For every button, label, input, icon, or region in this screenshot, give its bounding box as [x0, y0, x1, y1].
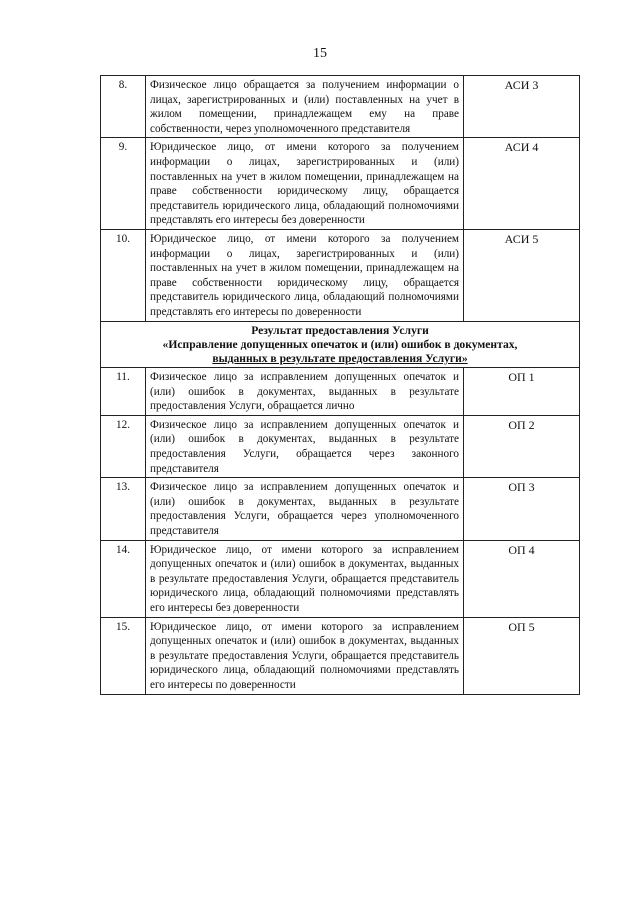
row-description: Юридическое лицо, от имени которого за получением информации о лицах, зарегистрированных и (или) поставленных на учет в жилом помещении, принадлежащем на праве собственности юридическому лицу, обращается представитель юридического лица, обладающий полномочиями представлять его интересы по доверенности — [146, 229, 464, 321]
row-description: Юридическое лицо, от имени которого за получением информации о лицах, зарегистрированных и (или) поставленных на учет в жилом помещении, принадлежащем на праве собственности юридическому лицу, обращается представитель юридического лица, обладающий полномочиями представлять его интересы без доверенности — [146, 138, 464, 230]
row-number: 11. — [101, 368, 146, 416]
row-code: ОП 1 — [464, 368, 580, 416]
table-row — [101, 617, 580, 694]
row-number: 14. — [101, 540, 146, 617]
section-header-row — [101, 321, 580, 368]
row-code: ОП 5 — [464, 617, 580, 694]
section-title: Результат предоставления Услуги — [251, 323, 429, 337]
table-row — [101, 540, 580, 617]
row-description: Юридическое лицо, от имени которого за исправлением допущенных опечаток и (или) ошибок в документах, выданных в результате предоставления Услуги, обращается представитель юридического лица, обладающий полномочиями представлять его интересы без доверенности — [146, 540, 464, 617]
section-header — [101, 321, 580, 368]
page-number: 15 — [313, 46, 327, 61]
row-number: 8. — [101, 76, 146, 138]
row-number: 15. — [101, 617, 146, 694]
table-row — [101, 76, 580, 138]
row-description: Физическое лицо за исправлением допущенных опечаток и (или) ошибок в документах, выданных в результате предоставления Услуги, обращается через уполномоченного представителя — [146, 478, 464, 540]
row-number: 9. — [101, 138, 146, 230]
row-code: ОП 4 — [464, 540, 580, 617]
row-description: Физическое лицо за исправлением допущенных опечаток и (или) ошибок в документах, выданных в результате предоставления Услуги, обращается через законного представителя — [146, 415, 464, 477]
row-code: ОП 3 — [464, 478, 580, 540]
section-subtitle-line-1: «Исправление допущенных опечаток и (или) ошибок в документах, — [162, 337, 518, 351]
row-code: АСИ 5 — [464, 229, 580, 321]
table-row — [101, 229, 580, 321]
row-description: Физическое лицо обращается за получением информации о лицах, зарегистрированных и (или) поставленных на учет в жилом помещении, принадлежащем ему на праве собственности, через уполномоченного представителя — [146, 76, 464, 138]
row-code: АСИ 3 — [464, 76, 580, 138]
table-row — [101, 478, 580, 540]
row-number: 12. — [101, 415, 146, 477]
row-code: ОП 2 — [464, 415, 580, 477]
table-row — [101, 415, 580, 477]
row-number: 10. — [101, 229, 146, 321]
section-subtitle-line-2: выданных в результате предоставления Услуги» — [212, 351, 468, 365]
table-row — [101, 368, 580, 416]
row-number: 13. — [101, 478, 146, 540]
applicant-variants-table — [100, 75, 580, 695]
row-code: АСИ 4 — [464, 138, 580, 230]
row-description: Физическое лицо за исправлением допущенных опечаток и (или) ошибок в документах, выданных в результате предоставления Услуги, обращается лично — [146, 368, 464, 416]
table-row — [101, 138, 580, 230]
row-description: Юридическое лицо, от имени которого за исправлением допущенных опечаток и (или) ошибок в документах, выданных в результате предоставления Услуги, обращается представитель юридического лица, обладающий полномочиями представлять его интересы по доверенности — [146, 617, 464, 694]
